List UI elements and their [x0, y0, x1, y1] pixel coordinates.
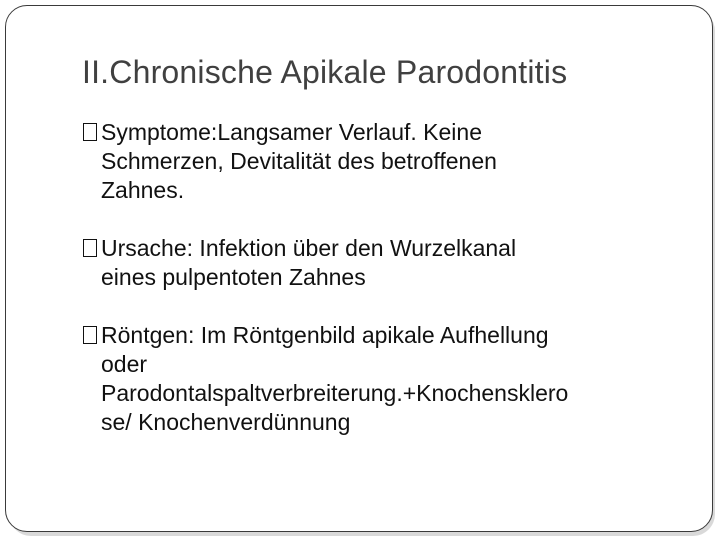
bullet-line: Parodontalspaltverbreiterung.+Knochensklero: [101, 380, 569, 406]
bullet-item-roentgen: [83, 321, 683, 437]
bullet-box-icon: [83, 123, 97, 141]
slide-title: II.Chronische Apikale Parodontitis: [82, 54, 568, 90]
bullet-box-icon: [83, 326, 97, 344]
bullet-line: eines pulpentoten Zahnes: [101, 264, 366, 290]
bullet-line: Symptome:Langsamer Verlauf. Keine: [101, 119, 482, 145]
bullet-line: Ursache: Infektion über den Wurzelkanal: [101, 235, 517, 261]
bullet-line: se/ Knochenverdünnung: [101, 409, 351, 435]
bullet-item-ursache: [83, 234, 683, 292]
bullet-line: oder: [101, 351, 148, 377]
bullet-item-symptome: [83, 118, 683, 205]
bullet-line: Zahnes.: [101, 177, 185, 203]
bullet-box-icon: [83, 239, 97, 257]
bullet-line: Röntgen: Im Röntgenbild apikale Aufhellung: [101, 322, 549, 348]
bullet-line: Schmerzen, Devitalität des betroffenen: [101, 148, 497, 174]
slide-body: [83, 118, 683, 466]
